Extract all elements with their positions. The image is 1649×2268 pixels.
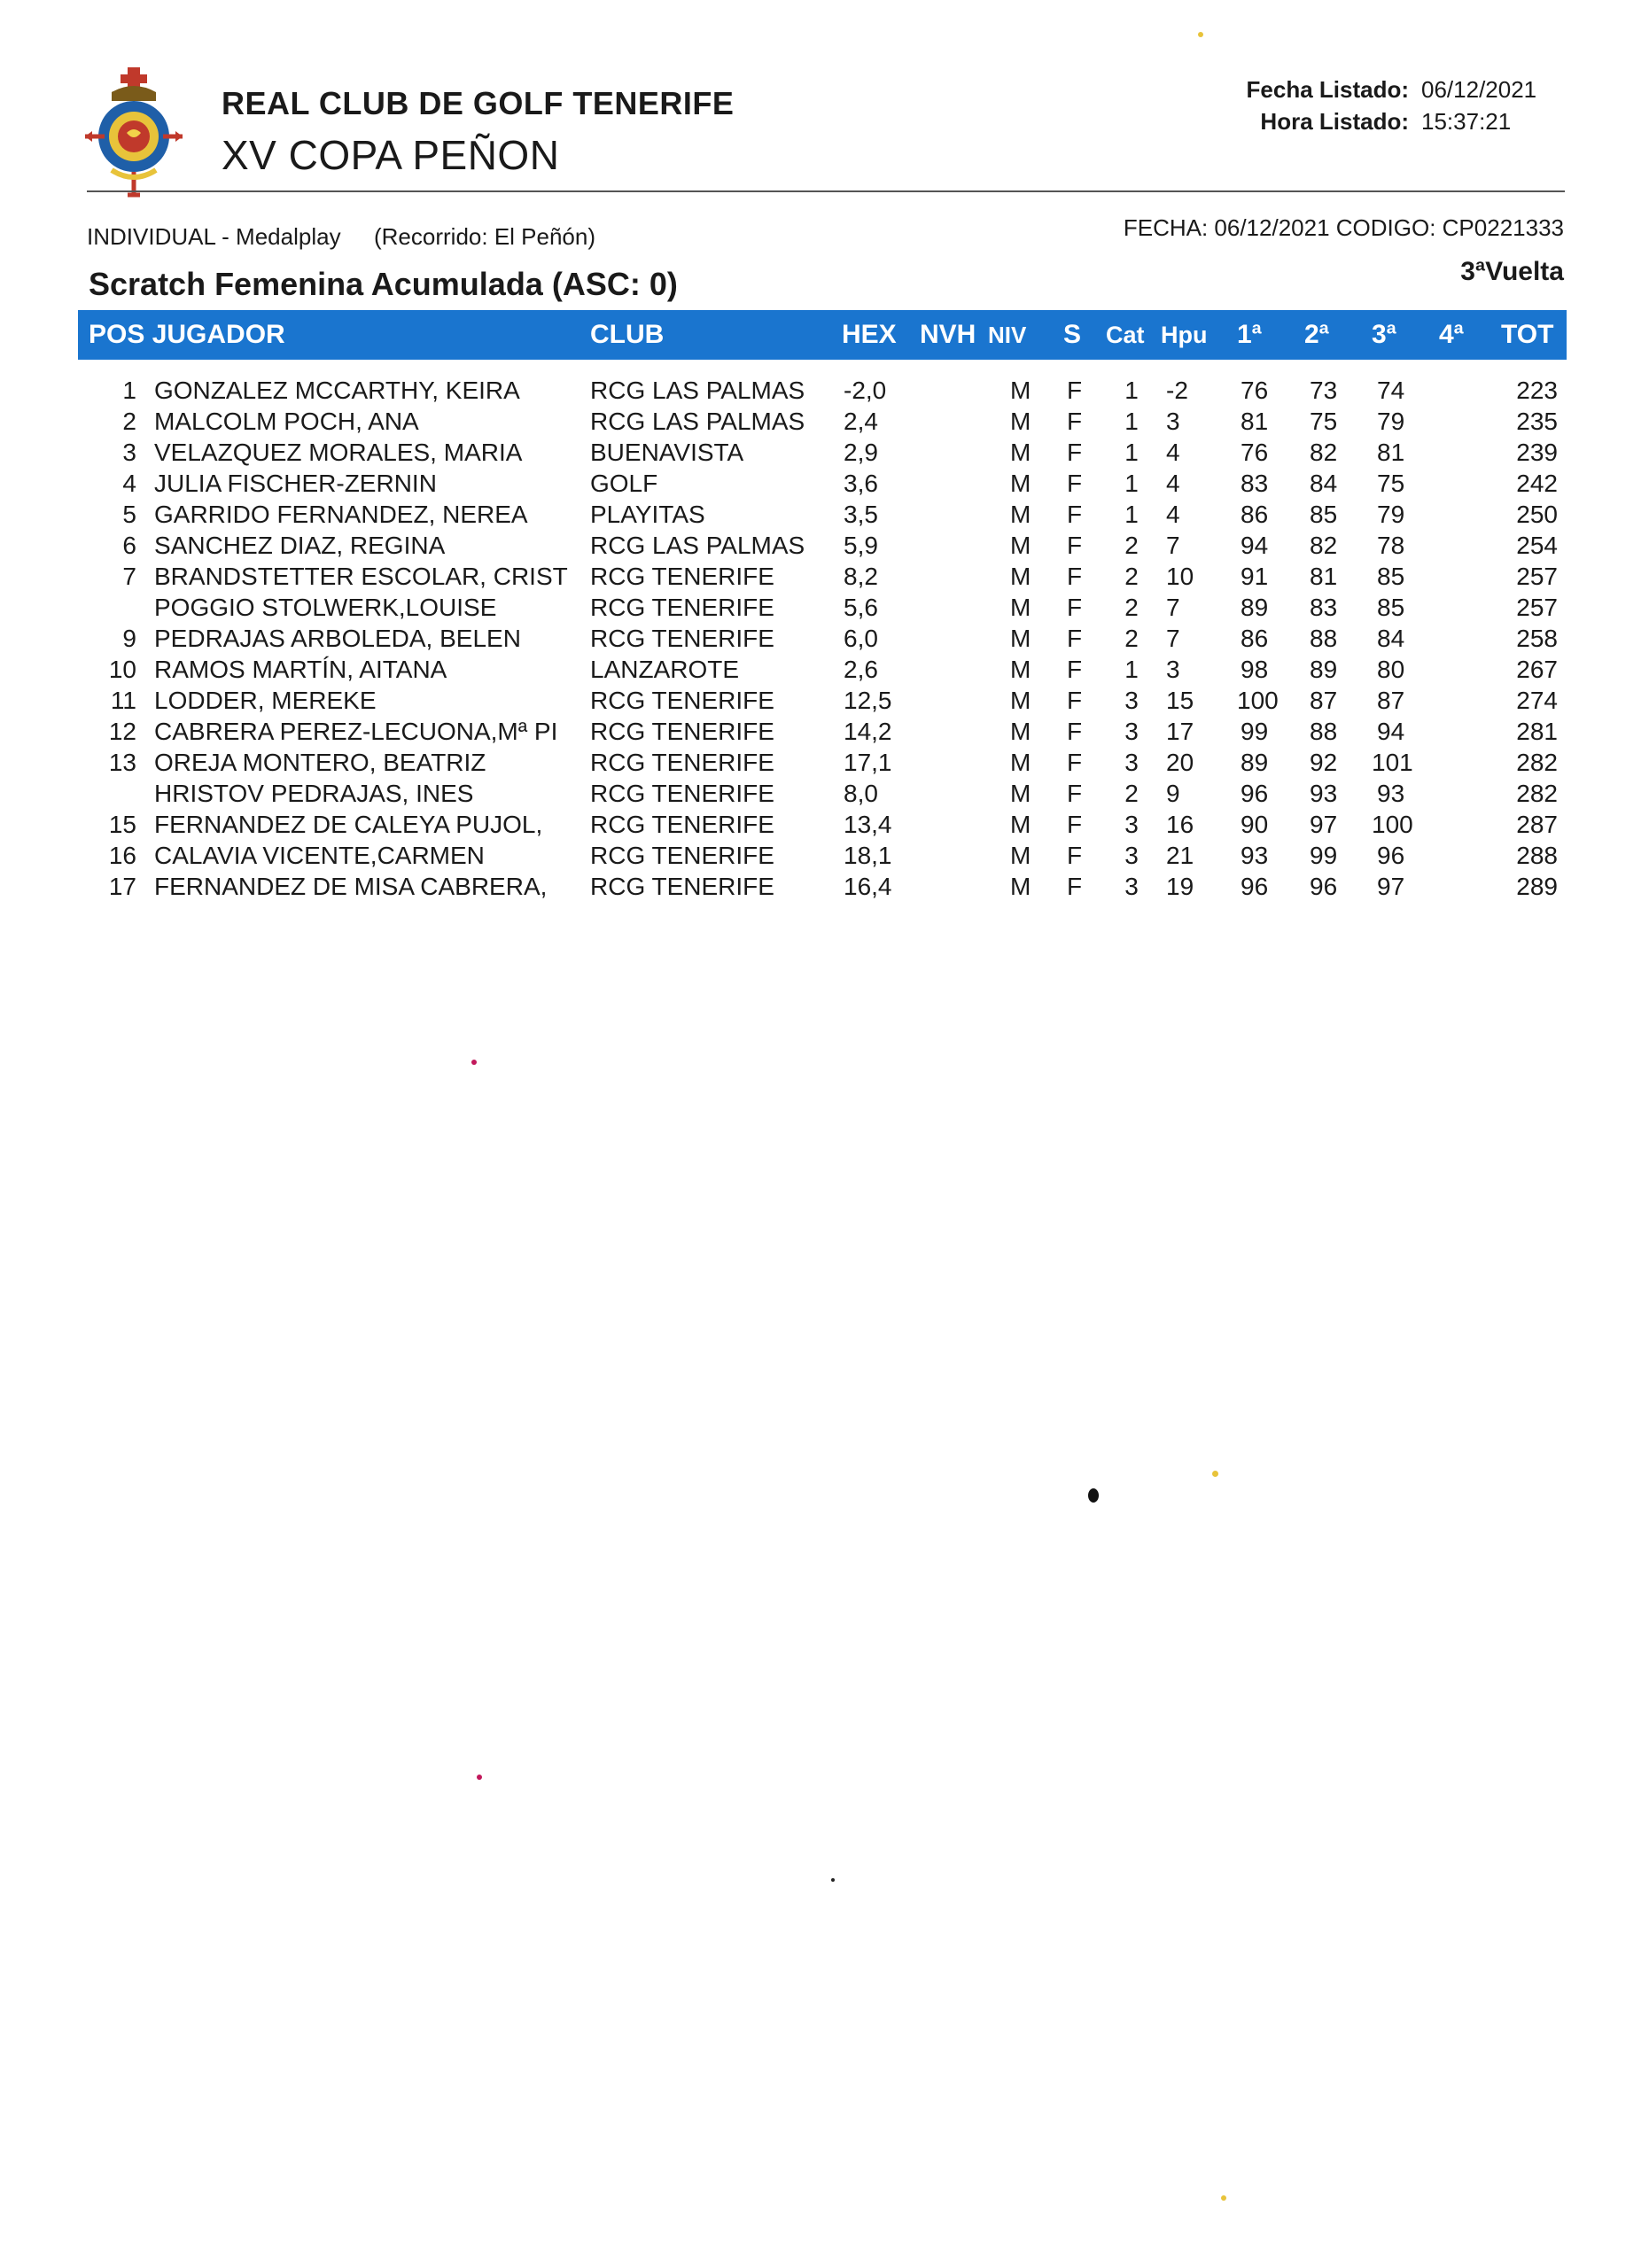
row-hex: 5,9 [844, 532, 878, 559]
row-r3: 80 [1377, 656, 1405, 683]
table-row [0, 656, 1649, 687]
row-r1: 89 [1241, 749, 1269, 776]
row-cat: 3 [1124, 718, 1139, 745]
col-total: TOT [1501, 320, 1554, 349]
row-niv: M [1010, 718, 1031, 745]
row-hex: 16,4 [844, 873, 892, 900]
row-player: CABRERA PEREZ-LECUONA,Mª PI [154, 718, 558, 745]
row-r3: 74 [1377, 377, 1405, 404]
row-cat: 1 [1124, 439, 1139, 466]
row-hpu: 20 [1166, 749, 1194, 776]
event-title: XV COPA PEÑON [222, 132, 560, 178]
row-pos: 11 [110, 687, 136, 714]
scan-speck [1221, 2195, 1226, 2201]
row-r1: 100 [1237, 687, 1279, 714]
row-cat: 3 [1124, 811, 1139, 838]
row-club: RCG TENERIFE [590, 594, 774, 621]
row-total: 257 [1516, 594, 1558, 621]
row-pos: 17 [108, 873, 136, 900]
row-player: OREJA MONTERO, BEATRIZ [154, 749, 486, 776]
row-player: JULIA FISCHER-ZERNIN [154, 470, 437, 497]
row-total: 282 [1516, 780, 1558, 807]
row-s: F [1067, 625, 1083, 652]
row-player: GARRIDO FERNANDEZ, NEREA [154, 501, 528, 528]
row-r1: 86 [1241, 501, 1269, 528]
row-total: 223 [1516, 377, 1558, 404]
row-total: 282 [1516, 749, 1558, 776]
row-club: GOLF [590, 470, 658, 497]
row-player: VELAZQUEZ MORALES, MARIA [154, 439, 523, 466]
club-name: REAL CLUB DE GOLF TENERIFE [222, 85, 735, 121]
row-r2: 82 [1310, 439, 1338, 466]
row-total: 242 [1516, 470, 1558, 497]
row-pos: 15 [108, 811, 136, 838]
club-crest-logo [76, 66, 191, 198]
row-r1: 76 [1241, 377, 1269, 404]
row-pos: 5 [122, 501, 136, 528]
row-niv: M [1010, 439, 1031, 466]
row-niv: M [1010, 377, 1031, 404]
scan-speck [471, 1060, 477, 1065]
row-hex: 8,2 [844, 563, 878, 590]
round-label: 3ªVuelta [1460, 257, 1564, 286]
col-s: S [1063, 320, 1082, 349]
row-r3: 79 [1377, 501, 1405, 528]
table-row [0, 470, 1649, 501]
row-r3: 85 [1377, 594, 1405, 621]
row-hpu: 9 [1166, 780, 1180, 807]
row-r2: 84 [1310, 470, 1338, 497]
row-player: MALCOLM POCH, ANA [154, 408, 419, 435]
row-hex: 6,0 [844, 625, 878, 652]
row-player: RAMOS MARTÍN, AITANA [154, 656, 447, 683]
row-r2: 96 [1310, 873, 1338, 900]
row-r2: 99 [1310, 842, 1338, 869]
row-club: RCG LAS PALMAS [590, 532, 805, 559]
row-club: PLAYITAS [590, 501, 705, 528]
row-s: F [1067, 563, 1083, 590]
row-club: LANZAROTE [590, 656, 740, 683]
row-player: SANCHEZ DIAZ, REGINA [154, 532, 446, 559]
table-row [0, 532, 1649, 563]
row-hpu: -2 [1166, 377, 1188, 404]
row-hpu: 21 [1166, 842, 1194, 869]
header-divider [87, 190, 1565, 192]
row-r1: 76 [1241, 439, 1269, 466]
row-s: F [1067, 439, 1083, 466]
row-s: F [1067, 842, 1083, 869]
row-club: RCG TENERIFE [590, 811, 774, 838]
col-round-3: 3ª [1372, 320, 1396, 349]
row-r2: 87 [1310, 687, 1338, 714]
row-pos: 3 [122, 439, 136, 466]
row-hpu: 7 [1166, 625, 1180, 652]
row-cat: 1 [1124, 501, 1139, 528]
row-club: RCG LAS PALMAS [590, 377, 805, 404]
row-total: 287 [1516, 811, 1558, 838]
fecha-codigo: FECHA: 06/12/2021 CODIGO: CP0221333 [1123, 214, 1564, 241]
col-nvh: NVH [920, 320, 976, 349]
col-hpu: Hpu [1161, 322, 1208, 348]
row-r3: 75 [1377, 470, 1405, 497]
row-club: RCG TENERIFE [590, 563, 774, 590]
row-cat: 1 [1124, 470, 1139, 497]
row-cat: 1 [1124, 408, 1139, 435]
row-total: 235 [1516, 408, 1558, 435]
scan-speck [1088, 1488, 1099, 1503]
table-row [0, 687, 1649, 718]
row-s: F [1067, 377, 1083, 404]
row-r3: 96 [1377, 842, 1405, 869]
row-club: RCG LAS PALMAS [590, 408, 805, 435]
row-hpu: 3 [1166, 408, 1180, 435]
row-hex: 13,4 [844, 811, 892, 838]
scan-speck [1198, 32, 1203, 37]
row-s: F [1067, 873, 1083, 900]
results-table-header [78, 310, 1567, 360]
row-s: F [1067, 594, 1083, 621]
row-cat: 3 [1124, 749, 1139, 776]
row-niv: M [1010, 501, 1031, 528]
row-pos: 9 [122, 625, 136, 652]
row-cat: 2 [1124, 594, 1139, 621]
row-niv: M [1010, 842, 1031, 869]
row-s: F [1067, 408, 1083, 435]
row-hpu: 4 [1166, 501, 1180, 528]
row-pos: 7 [122, 563, 136, 590]
col-hex: HEX [842, 320, 897, 349]
row-r3: 81 [1377, 439, 1405, 466]
row-niv: M [1010, 563, 1031, 590]
row-r1: 89 [1241, 594, 1269, 621]
row-s: F [1067, 749, 1083, 776]
row-niv: M [1010, 532, 1031, 559]
row-club: RCG TENERIFE [590, 718, 774, 745]
row-s: F [1067, 811, 1083, 838]
row-player: FERNANDEZ DE MISA CABRERA, [154, 873, 548, 900]
row-total: 288 [1516, 842, 1558, 869]
table-row [0, 408, 1649, 439]
col-club: CLUB [590, 320, 665, 349]
table-row [0, 780, 1649, 811]
row-r3: 101 [1372, 749, 1413, 776]
row-s: F [1067, 501, 1083, 528]
row-club: RCG TENERIFE [590, 842, 774, 869]
row-niv: M [1010, 625, 1031, 652]
row-hex: 2,9 [844, 439, 878, 466]
row-niv: M [1010, 780, 1031, 807]
row-r1: 91 [1241, 563, 1269, 590]
row-club: RCG TENERIFE [590, 625, 774, 652]
row-total: 289 [1516, 873, 1558, 900]
row-niv: M [1010, 408, 1031, 435]
row-r1: 93 [1241, 842, 1269, 869]
row-hex: -2,0 [844, 377, 887, 404]
table-row [0, 718, 1649, 749]
row-total: 239 [1516, 439, 1558, 466]
row-niv: M [1010, 656, 1031, 683]
row-total: 250 [1516, 501, 1558, 528]
row-r1: 99 [1241, 718, 1269, 745]
row-hex: 2,4 [844, 408, 878, 435]
row-r3: 79 [1377, 408, 1405, 435]
table-row [0, 563, 1649, 594]
row-pos: 4 [122, 470, 136, 497]
row-pos: 6 [122, 532, 136, 559]
row-player: HRISTOV PEDRAJAS, INES [154, 780, 474, 807]
row-hex: 14,2 [844, 718, 892, 745]
scan-speck [477, 1775, 482, 1780]
row-hex: 2,6 [844, 656, 878, 683]
row-niv: M [1010, 594, 1031, 621]
row-club: RCG TENERIFE [590, 687, 774, 714]
row-r2: 82 [1310, 532, 1338, 559]
fecha-listado-label: Fecha Listado: [1246, 76, 1409, 103]
row-r2: 97 [1310, 811, 1338, 838]
row-pos: 12 [108, 718, 136, 745]
modality-label: INDIVIDUAL - Medalplay [87, 223, 341, 250]
row-total: 258 [1516, 625, 1558, 652]
row-r3: 94 [1377, 718, 1405, 745]
row-r3: 85 [1377, 563, 1405, 590]
classification-title: Scratch Femenina Acumulada (ASC: 0) [89, 266, 678, 302]
row-hpu: 19 [1166, 873, 1194, 900]
row-cat: 3 [1124, 687, 1139, 714]
row-r2: 81 [1310, 563, 1338, 590]
row-cat: 3 [1124, 873, 1139, 900]
row-total: 254 [1516, 532, 1558, 559]
row-player: CALAVIA VICENTE,CARMEN [154, 842, 485, 869]
table-row [0, 873, 1649, 904]
row-hpu: 16 [1166, 811, 1194, 838]
row-hpu: 4 [1166, 439, 1180, 466]
row-hex: 8,0 [844, 780, 878, 807]
scan-speck [1212, 1471, 1218, 1477]
row-r3: 97 [1377, 873, 1405, 900]
row-cat: 1 [1124, 656, 1139, 683]
scan-speck [831, 1878, 835, 1882]
row-r2: 92 [1310, 749, 1338, 776]
row-cat: 1 [1124, 377, 1139, 404]
row-r2: 88 [1310, 718, 1338, 745]
row-hex: 3,5 [844, 501, 878, 528]
hora-listado-label: Hora Listado: [1260, 108, 1409, 135]
row-cat: 2 [1124, 532, 1139, 559]
row-hpu: 7 [1166, 594, 1180, 621]
row-r3: 93 [1377, 780, 1405, 807]
row-cat: 3 [1124, 842, 1139, 869]
row-cat: 2 [1124, 563, 1139, 590]
row-club: RCG TENERIFE [590, 780, 774, 807]
table-row [0, 625, 1649, 656]
col-round-1: 1ª [1237, 320, 1262, 349]
row-hex: 17,1 [844, 749, 892, 776]
row-hex: 18,1 [844, 842, 892, 869]
row-r1: 90 [1241, 811, 1269, 838]
row-r2: 83 [1310, 594, 1338, 621]
col-round-4: 4ª [1439, 320, 1464, 349]
row-r1: 96 [1241, 873, 1269, 900]
row-club: RCG TENERIFE [590, 873, 774, 900]
row-hpu: 17 [1166, 718, 1194, 745]
table-row [0, 501, 1649, 532]
row-niv: M [1010, 687, 1031, 714]
row-player: POGGIO STOLWERK,LOUISE [154, 594, 497, 621]
row-player: PEDRAJAS ARBOLEDA, BELEN [154, 625, 521, 652]
row-hex: 5,6 [844, 594, 878, 621]
table-row [0, 594, 1649, 625]
course-label: (Recorrido: El Peñón) [374, 223, 595, 250]
row-hpu: 3 [1166, 656, 1180, 683]
row-club: BUENAVISTA [590, 439, 744, 466]
row-pos: 2 [122, 408, 136, 435]
row-r2: 85 [1310, 501, 1338, 528]
row-total: 257 [1516, 563, 1558, 590]
row-total: 274 [1516, 687, 1558, 714]
row-pos: 1 [122, 377, 136, 404]
row-player: FERNANDEZ DE CALEYA PUJOL, [154, 811, 543, 838]
row-s: F [1067, 470, 1083, 497]
row-player: LODDER, MEREKE [154, 687, 377, 714]
col-pos-jugador: POS JUGADOR [89, 320, 285, 349]
row-r2: 75 [1310, 408, 1338, 435]
fecha-listado-value: 06/12/2021 [1421, 76, 1537, 103]
table-row [0, 811, 1649, 842]
row-hpu: 10 [1166, 563, 1194, 590]
row-total: 281 [1516, 718, 1558, 745]
row-hex: 12,5 [844, 687, 892, 714]
table-row [0, 749, 1649, 780]
col-round-2: 2ª [1304, 320, 1329, 349]
row-r2: 88 [1310, 625, 1338, 652]
row-r2: 89 [1310, 656, 1338, 683]
col-niv: NIV [988, 322, 1027, 348]
row-niv: M [1010, 811, 1031, 838]
row-r1: 81 [1241, 408, 1269, 435]
row-total: 267 [1516, 656, 1558, 683]
row-r3: 84 [1377, 625, 1405, 652]
row-r1: 98 [1241, 656, 1269, 683]
row-niv: M [1010, 873, 1031, 900]
hora-listado-value: 15:37:21 [1421, 108, 1512, 135]
row-r2: 93 [1310, 780, 1338, 807]
col-cat: Cat [1106, 322, 1145, 348]
row-cat: 2 [1124, 625, 1139, 652]
row-r3: 87 [1377, 687, 1405, 714]
row-hex: 3,6 [844, 470, 878, 497]
row-s: F [1067, 780, 1083, 807]
row-pos: 16 [108, 842, 136, 869]
table-row [0, 439, 1649, 470]
row-niv: M [1010, 749, 1031, 776]
row-r2: 73 [1310, 377, 1338, 404]
row-r1: 83 [1241, 470, 1269, 497]
row-r1: 96 [1241, 780, 1269, 807]
row-hpu: 15 [1166, 687, 1194, 714]
row-club: RCG TENERIFE [590, 749, 774, 776]
row-hpu: 7 [1166, 532, 1180, 559]
row-s: F [1067, 532, 1083, 559]
row-cat: 2 [1124, 780, 1139, 807]
table-row [0, 842, 1649, 873]
row-player: BRANDSTETTER ESCOLAR, CRIST [154, 563, 568, 590]
row-pos: 10 [108, 656, 136, 683]
table-row [0, 377, 1649, 408]
row-pos: 13 [108, 749, 136, 776]
row-s: F [1067, 687, 1083, 714]
row-r3: 100 [1372, 811, 1413, 838]
row-r1: 86 [1241, 625, 1269, 652]
row-r1: 94 [1241, 532, 1269, 559]
row-s: F [1067, 656, 1083, 683]
row-s: F [1067, 718, 1083, 745]
row-niv: M [1010, 470, 1031, 497]
row-player: GONZALEZ MCCARTHY, KEIRA [154, 377, 520, 404]
row-r3: 78 [1377, 532, 1405, 559]
row-hpu: 4 [1166, 470, 1180, 497]
